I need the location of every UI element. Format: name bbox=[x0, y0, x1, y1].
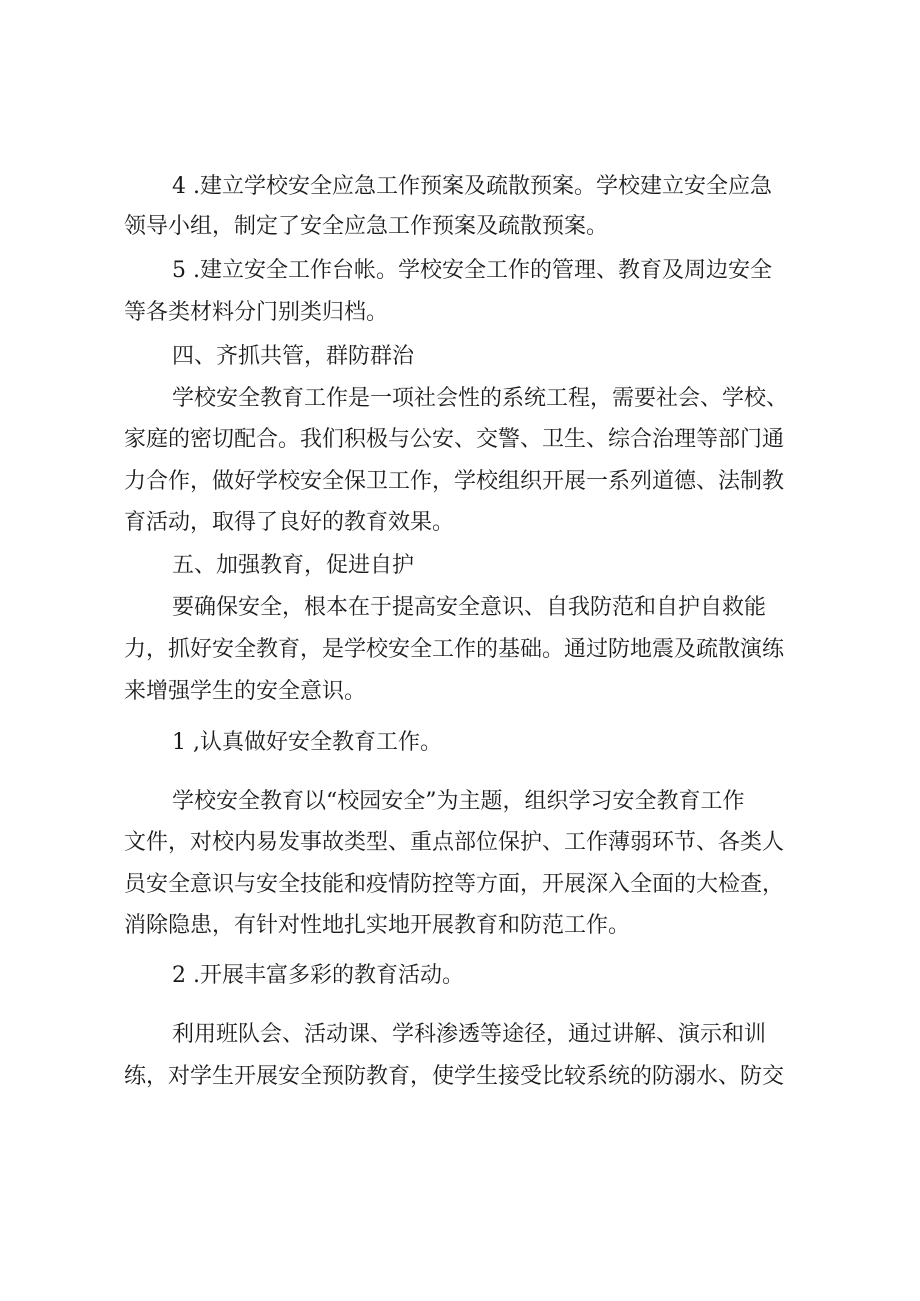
paragraph-4-line-2: 领导小组，制定了安全应急工作预案及疏散预案。 bbox=[124, 214, 609, 239]
list-item-1: 1 ,认真做好安全教育工作。 bbox=[172, 730, 442, 755]
section-4-paragraph-line-2: 家庭的密切配合。我们积极与公安、交警、卫生、综合治理等部门通 bbox=[124, 427, 785, 452]
section-4-paragraph-line-1: 学校安全教育工作是一项社会性的系统工程，需要社会、学校、 bbox=[172, 386, 789, 411]
section-5-paragraph-line-1: 要确保安全，根本在于提高安全意识、自我防范和自护自救能 bbox=[172, 595, 767, 620]
section-heading-4: 四、齐抓共管，群防群治 bbox=[172, 344, 415, 369]
item-1-paragraph-line-3: 员安全意识与安全技能和疫情防控等方面，开展深入全面的大检查， bbox=[124, 872, 785, 897]
paragraph-4-line-1: 4 .建立学校安全应急工作预案及疏散预案。学校建立安全应急 bbox=[172, 174, 772, 199]
item-1-paragraph-line-2: 文件，对校内易发事故类型、重点部位保护、工作薄弱环节、各类人 bbox=[124, 830, 785, 855]
section-5-paragraph-line-2: 力，抓好安全教育，是学校安全工作的基础。通过防地震及疏散演练 bbox=[124, 637, 785, 662]
list-item-2: 2 .开展丰富多彩的教育活动。 bbox=[172, 963, 464, 988]
section-4-paragraph-line-4: 育活动，取得了良好的教育效果。 bbox=[124, 510, 455, 535]
item-2-paragraph-line-1: 利用班队会、活动课、学科渗透等途径，通过讲解、演示和训 bbox=[172, 1022, 767, 1047]
section-5-paragraph-line-3: 来增强学生的安全意识。 bbox=[124, 679, 367, 704]
item-1-paragraph-line-1: 学校安全教育以“校园安全”为主题，组织学习安全教育工作 bbox=[172, 789, 745, 814]
section-heading-5: 五、加强教育，促进自护 bbox=[172, 553, 415, 578]
paragraph-5-line-1: 5 .建立安全工作台帐。学校安全工作的管理、教育及周边安全 bbox=[172, 258, 772, 283]
item-1-paragraph-line-4: 消除隐患，有针对性地扎实地开展教育和防范工作。 bbox=[124, 913, 631, 938]
item-2-paragraph-line-2: 练，对学生开展安全预防教育，使学生接受比较系统的防溺水、防交 bbox=[124, 1064, 785, 1089]
section-4-paragraph-line-3: 力合作，做好学校安全保卫工作，学校组织开展一系列道德、法制教 bbox=[124, 469, 785, 494]
paragraph-5-line-2: 等各类材料分门别类归档。 bbox=[124, 300, 389, 325]
